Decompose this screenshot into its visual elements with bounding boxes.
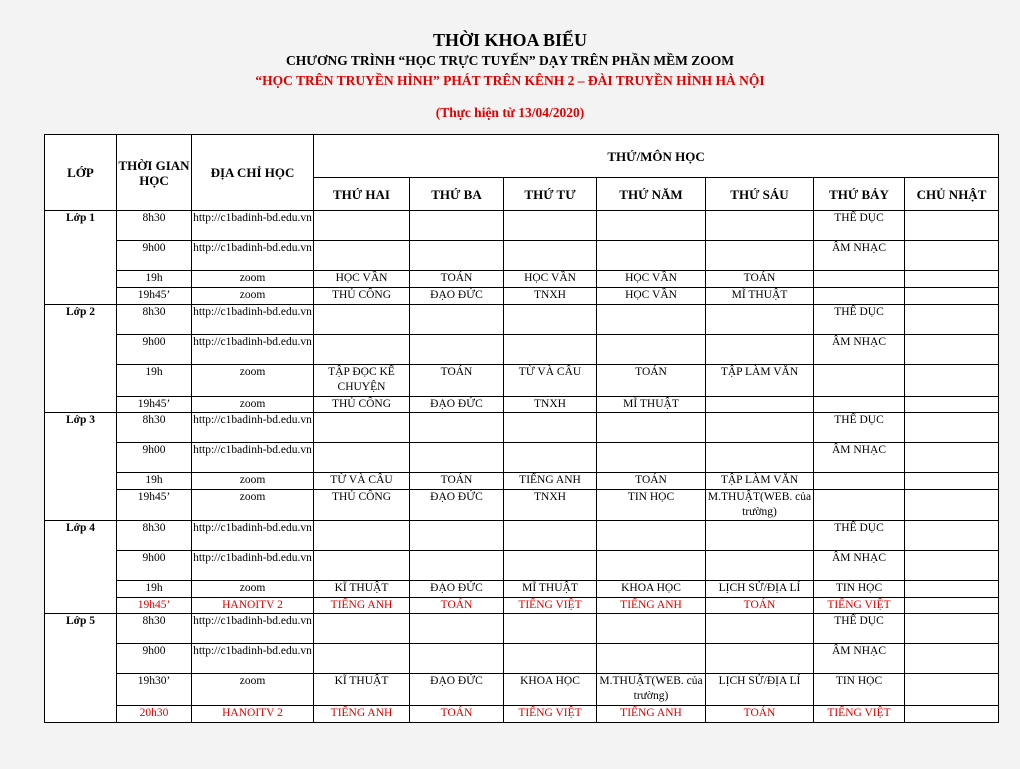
- subject-cell: [314, 305, 410, 335]
- time-cell: 19h45’: [117, 598, 192, 614]
- address-cell[interactable]: http://c1badinh-bd.edu.vn: [192, 443, 314, 473]
- subject-cell: [597, 211, 706, 241]
- address-cell: zoom: [192, 288, 314, 305]
- subject-cell: ĐẠO ĐỨC: [410, 288, 504, 305]
- subject-cell: TỪ VÀ CÂU: [504, 365, 597, 397]
- program-subtitle: CHƯƠNG TRÌNH “HỌC TRỰC TUYẾN” DẠY TRÊN PHẦN MỀM ZOOM: [286, 53, 734, 68]
- subject-cell: TOÁN: [410, 706, 504, 723]
- col-header-day: THỨ BẢY: [814, 178, 905, 211]
- subject-cell: TIẾNG VIỆT: [814, 598, 905, 614]
- subject-cell: TOÁN: [410, 598, 504, 614]
- subject-cell: TOÁN: [410, 365, 504, 397]
- address-cell[interactable]: http://c1badinh-bd.edu.vn: [192, 211, 314, 241]
- time-cell: 19h45’: [117, 397, 192, 413]
- subject-cell: TẬP LÀM VĂN: [706, 473, 814, 490]
- table-row: [45, 305, 999, 335]
- subject-cell: THỂ DỤC: [814, 211, 905, 241]
- subject-cell: [905, 598, 999, 614]
- time-cell: 19h: [117, 581, 192, 598]
- address-cell[interactable]: http://c1badinh-bd.edu.vn: [192, 614, 314, 644]
- subject-cell: THỦ CÔNG: [314, 288, 410, 305]
- subject-cell: [504, 305, 597, 335]
- time-cell: 8h30: [117, 211, 192, 241]
- col-header-day: THỨ HAI: [314, 178, 410, 211]
- subject-cell: THỦ CÔNG: [314, 490, 410, 521]
- table-row: [45, 490, 999, 521]
- subject-cell: [706, 305, 814, 335]
- subject-cell: [905, 674, 999, 706]
- time-cell: 20h30: [117, 706, 192, 723]
- address-cell: HANOITV 2: [192, 706, 314, 723]
- subject-cell: LỊCH SỬ/ĐỊA LÍ: [706, 674, 814, 706]
- subject-cell: HỌC VẦN: [314, 271, 410, 288]
- subject-cell: TOÁN: [597, 365, 706, 397]
- subject-cell: TNXH: [504, 490, 597, 521]
- table-row: [45, 581, 999, 598]
- address-cell: zoom: [192, 271, 314, 288]
- subject-cell: TOÁN: [706, 706, 814, 723]
- subject-cell: [814, 365, 905, 397]
- table-row: [45, 706, 999, 723]
- subject-cell: [905, 706, 999, 723]
- subject-cell: [905, 241, 999, 271]
- subject-cell: TIN HỌC: [814, 674, 905, 706]
- table-row: [45, 614, 999, 644]
- time-cell: 9h00: [117, 443, 192, 473]
- subject-cell: [504, 241, 597, 271]
- time-cell: 19h30’: [117, 674, 192, 706]
- subject-cell: [410, 413, 504, 443]
- address-cell[interactable]: http://c1badinh-bd.edu.vn: [192, 644, 314, 674]
- subject-cell: [905, 473, 999, 490]
- subject-cell: [905, 335, 999, 365]
- subject-cell: [905, 211, 999, 241]
- address-cell: zoom: [192, 581, 314, 598]
- subject-cell: [905, 581, 999, 598]
- address-cell[interactable]: http://c1badinh-bd.edu.vn: [192, 551, 314, 581]
- col-header-day: THỨ BA: [410, 178, 504, 211]
- subject-cell: M.THUẬT(WEB. của trường): [706, 490, 814, 521]
- subject-cell: ÂM NHẠC: [814, 443, 905, 473]
- time-cell: 8h30: [117, 521, 192, 551]
- subject-cell: [504, 335, 597, 365]
- table-row: [45, 551, 999, 581]
- subject-cell: [814, 397, 905, 413]
- subject-cell: [504, 614, 597, 644]
- subject-cell: TIẾNG VIỆT: [504, 706, 597, 723]
- subject-cell: TIẾNG VIỆT: [504, 598, 597, 614]
- time-cell: 9h00: [117, 551, 192, 581]
- table-row: [45, 674, 999, 706]
- table-row: [45, 443, 999, 473]
- subject-cell: HỌC VẦN: [597, 271, 706, 288]
- col-header-day-group: THỨ/MÔN HỌC: [314, 135, 999, 178]
- subject-cell: MĨ THUẬT: [706, 288, 814, 305]
- subject-cell: TỪ VÀ CÂU: [314, 473, 410, 490]
- subject-cell: MĨ THUẬT: [504, 581, 597, 598]
- subject-cell: [410, 644, 504, 674]
- subject-cell: [706, 551, 814, 581]
- time-cell: 19h: [117, 473, 192, 490]
- subject-cell: [597, 305, 706, 335]
- subject-cell: [410, 211, 504, 241]
- subject-cell: [706, 413, 814, 443]
- subject-cell: [314, 241, 410, 271]
- time-cell: 8h30: [117, 305, 192, 335]
- subject-cell: [905, 288, 999, 305]
- subject-cell: TIẾNG ANH: [314, 706, 410, 723]
- effective-date-note: (Thực hiện từ 13/04/2020): [435, 105, 585, 120]
- subject-cell: ÂM NHẠC: [814, 335, 905, 365]
- table-row: [45, 598, 999, 614]
- timetable: [44, 134, 999, 723]
- subject-cell: THỂ DỤC: [814, 305, 905, 335]
- subject-cell: [314, 443, 410, 473]
- time-cell: 9h00: [117, 241, 192, 271]
- col-header-day: THỨ SÁU: [706, 178, 814, 211]
- class-label: Lớp 5: [45, 614, 117, 723]
- subject-cell: [905, 490, 999, 521]
- subject-cell: [410, 241, 504, 271]
- col-header-day: THỨ NĂM: [597, 178, 706, 211]
- subject-cell: [597, 443, 706, 473]
- time-cell: 8h30: [117, 413, 192, 443]
- subject-cell: [410, 521, 504, 551]
- subject-cell: [597, 644, 706, 674]
- subject-cell: TẬP ĐỌC KỂ CHUYỆN: [314, 365, 410, 397]
- subject-cell: [314, 211, 410, 241]
- subject-cell: [814, 473, 905, 490]
- address-cell: zoom: [192, 365, 314, 397]
- address-cell: zoom: [192, 490, 314, 521]
- table-row: [45, 413, 999, 443]
- time-cell: 19h45’: [117, 490, 192, 521]
- subject-cell: TIẾNG ANH: [597, 706, 706, 723]
- time-cell: 9h00: [117, 335, 192, 365]
- subject-cell: LỊCH SỬ/ĐỊA LÍ: [706, 581, 814, 598]
- col-header-lop: LỚP: [45, 135, 117, 211]
- subject-cell: ÂM NHẠC: [814, 551, 905, 581]
- subject-cell: [597, 413, 706, 443]
- address-cell[interactable]: http://c1badinh-bd.edu.vn: [192, 413, 314, 443]
- subject-cell: [597, 551, 706, 581]
- subject-cell: TIẾNG ANH: [597, 598, 706, 614]
- subject-cell: [905, 305, 999, 335]
- subject-cell: KHOA HỌC: [597, 581, 706, 598]
- table-row: [45, 365, 999, 397]
- subject-cell: [410, 335, 504, 365]
- subject-cell: [597, 335, 706, 365]
- subject-cell: TIẾNG VIỆT: [814, 706, 905, 723]
- subject-cell: TẬP LÀM VĂN: [706, 365, 814, 397]
- subject-cell: THỂ DỤC: [814, 614, 905, 644]
- subject-cell: [410, 443, 504, 473]
- address-cell: zoom: [192, 473, 314, 490]
- subject-cell: TIẾNG ANH: [504, 473, 597, 490]
- address-cell[interactable]: http://c1badinh-bd.edu.vn: [192, 521, 314, 551]
- subject-cell: TOÁN: [706, 598, 814, 614]
- time-cell: 19h: [117, 365, 192, 397]
- subject-cell: [597, 241, 706, 271]
- subject-cell: [314, 551, 410, 581]
- subject-cell: [314, 644, 410, 674]
- address-cell[interactable]: http://c1badinh-bd.edu.vn: [192, 241, 314, 271]
- page-title: THỜI KHOA BIỂU: [432, 30, 588, 50]
- subject-cell: ĐẠO ĐỨC: [410, 674, 504, 706]
- subject-cell: TOÁN: [410, 473, 504, 490]
- class-label: Lớp 3: [45, 413, 117, 521]
- subject-cell: [504, 521, 597, 551]
- subject-cell: [504, 413, 597, 443]
- col-header-day: THỨ TƯ: [504, 178, 597, 211]
- table-row: [45, 473, 999, 490]
- subject-cell: [706, 521, 814, 551]
- subject-cell: ĐẠO ĐỨC: [410, 581, 504, 598]
- subject-cell: KĨ THUẬT: [314, 581, 410, 598]
- subject-cell: [706, 443, 814, 473]
- subject-cell: MĨ THUẬT: [597, 397, 706, 413]
- subject-cell: [706, 644, 814, 674]
- subject-cell: THỦ CÔNG: [314, 397, 410, 413]
- subject-cell: ĐẠO ĐỨC: [410, 397, 504, 413]
- subject-cell: [905, 521, 999, 551]
- subject-cell: [814, 490, 905, 521]
- subject-cell: [905, 397, 999, 413]
- subject-cell: HỌC VẦN: [504, 271, 597, 288]
- time-cell: 19h45’: [117, 288, 192, 305]
- class-label: Lớp 2: [45, 305, 117, 413]
- subject-cell: [504, 644, 597, 674]
- subject-cell: [905, 443, 999, 473]
- subject-cell: TOÁN: [706, 271, 814, 288]
- subject-cell: [706, 211, 814, 241]
- subject-cell: [905, 365, 999, 397]
- broadcast-subtitle: “HỌC TRÊN TRUYỀN HÌNH” PHÁT TRÊN KÊNH 2 – ĐÀI TRUYỀN HÌNH HÀ NỘI: [255, 73, 765, 88]
- address-cell: zoom: [192, 397, 314, 413]
- subject-cell: TOÁN: [410, 271, 504, 288]
- subject-cell: TNXH: [504, 397, 597, 413]
- subject-cell: [706, 335, 814, 365]
- subject-cell: TNXH: [504, 288, 597, 305]
- subject-cell: [905, 271, 999, 288]
- subject-cell: ĐẠO ĐỨC: [410, 490, 504, 521]
- subject-cell: ÂM NHẠC: [814, 644, 905, 674]
- time-cell: 8h30: [117, 614, 192, 644]
- class-label: Lớp 4: [45, 521, 117, 614]
- subject-cell: KHOA HỌC: [504, 674, 597, 706]
- subject-cell: [597, 521, 706, 551]
- table-row: [45, 288, 999, 305]
- subject-cell: [597, 614, 706, 644]
- subject-cell: [410, 305, 504, 335]
- table-row: [45, 397, 999, 413]
- subject-cell: [504, 551, 597, 581]
- time-cell: 19h: [117, 271, 192, 288]
- address-cell: HANOITV 2: [192, 598, 314, 614]
- subject-cell: [504, 443, 597, 473]
- subject-cell: [905, 551, 999, 581]
- subject-cell: TIN HỌC: [814, 581, 905, 598]
- subject-cell: HỌC VẦN: [597, 288, 706, 305]
- address-cell[interactable]: http://c1badinh-bd.edu.vn: [192, 335, 314, 365]
- subject-cell: [905, 413, 999, 443]
- subject-cell: THỂ DỤC: [814, 521, 905, 551]
- subject-cell: [706, 614, 814, 644]
- subject-cell: [905, 614, 999, 644]
- col-header-time: THỜI GIAN HỌC: [117, 135, 192, 211]
- class-label: Lớp 1: [45, 211, 117, 305]
- table-row: [45, 271, 999, 288]
- subject-cell: [410, 551, 504, 581]
- subject-cell: ÂM NHẠC: [814, 241, 905, 271]
- table-row: [45, 211, 999, 241]
- subject-cell: [314, 614, 410, 644]
- subject-cell: TIẾNG ANH: [314, 598, 410, 614]
- subject-cell: [504, 211, 597, 241]
- time-cell: 9h00: [117, 644, 192, 674]
- subject-cell: [314, 335, 410, 365]
- subject-cell: [410, 614, 504, 644]
- subject-cell: [706, 397, 814, 413]
- subject-cell: [706, 241, 814, 271]
- col-header-day: CHỦ NHẬT: [905, 178, 999, 211]
- address-cell: zoom: [192, 674, 314, 706]
- subject-cell: [814, 271, 905, 288]
- subject-cell: M.THUẬT(WEB. của trường): [597, 674, 706, 706]
- subject-cell: [905, 644, 999, 674]
- subject-cell: TIN HỌC: [597, 490, 706, 521]
- address-cell[interactable]: http://c1badinh-bd.edu.vn: [192, 305, 314, 335]
- subject-cell: [314, 521, 410, 551]
- subject-cell: [814, 288, 905, 305]
- subject-cell: THỂ DỤC: [814, 413, 905, 443]
- table-row: [45, 241, 999, 271]
- subject-cell: [314, 413, 410, 443]
- subject-cell: KĨ THUẬT: [314, 674, 410, 706]
- subject-cell: TOÁN: [597, 473, 706, 490]
- table-row: [45, 521, 999, 551]
- table-row: [45, 644, 999, 674]
- col-header-address: ĐỊA CHỈ HỌC: [192, 135, 314, 211]
- table-row: [45, 335, 999, 365]
